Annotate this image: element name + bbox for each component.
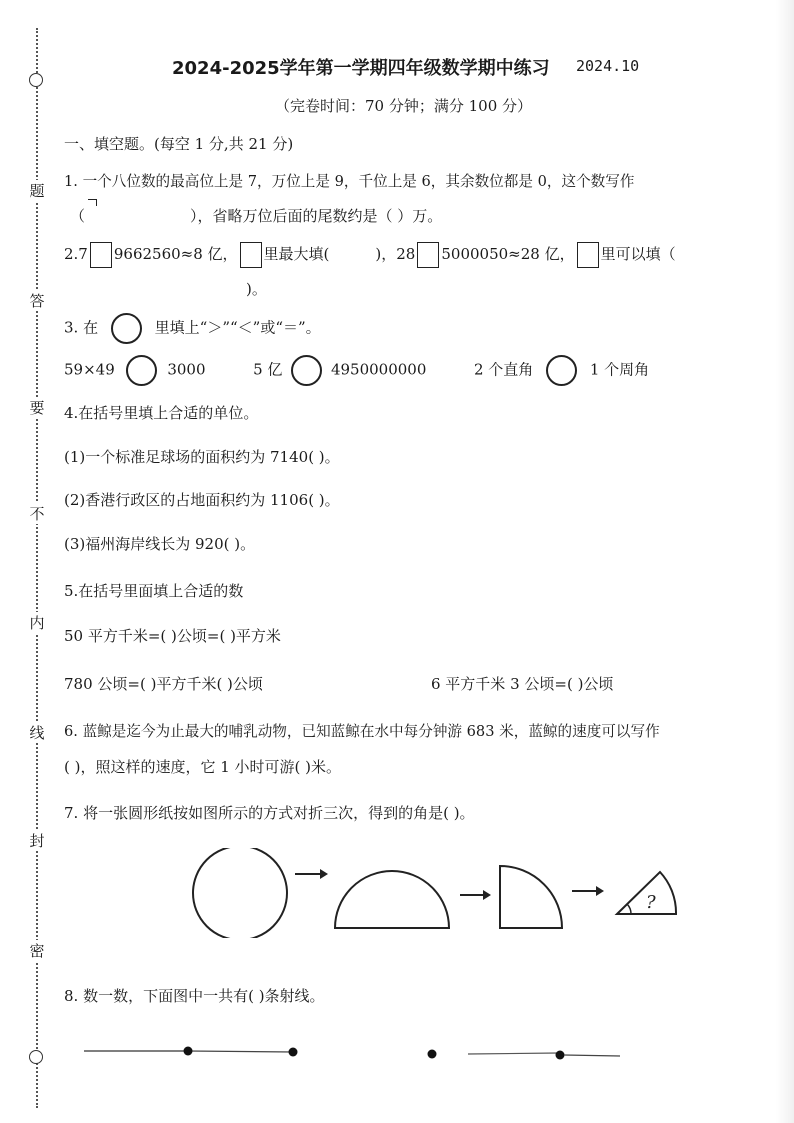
q3-c3-left: 2 个直角	[473, 360, 534, 379]
q2-part4: )，28	[375, 245, 416, 263]
full-circle-shape	[193, 848, 287, 938]
binding-hole-top	[29, 73, 43, 87]
margin-char: 要	[27, 397, 47, 418]
q2-part5: 5000050≈28 亿，	[441, 245, 575, 263]
exam-date: 2024.10	[576, 57, 640, 75]
compare-circle[interactable]	[126, 355, 157, 386]
compare-circle[interactable]	[291, 355, 322, 386]
margin-char: 题	[27, 180, 47, 201]
line-segment	[564, 1055, 620, 1056]
q2-line1	[64, 242, 676, 268]
digit-box[interactable]	[90, 242, 112, 268]
q3-intro	[64, 313, 321, 344]
q7-text: 7. 将一张圆形纸按如图所示的方式对折三次，得到的角是( )。	[64, 804, 475, 822]
binding-hole-bottom	[29, 1050, 43, 1064]
q6-line2: ( )，照这样的速度，它 1 小时可游( )米。	[64, 758, 342, 776]
compare-circle[interactable]	[546, 355, 577, 386]
arrow-icon	[572, 886, 604, 896]
digit-box[interactable]	[417, 242, 439, 268]
section-heading: 一、填空题。(每空 1 分,共 21 分)	[64, 135, 294, 153]
q1-line2: ），省略万位后面的尾数约是（ ）万。	[190, 207, 443, 225]
q5-line2a: 780 公顷=( )平方千米( )公顷	[64, 675, 263, 693]
page-title: 2024-2025学年第一学期四年级数学期中练习	[172, 58, 550, 79]
q3-intro-b: 里填上“＞”“＜”或“＝”。	[154, 318, 321, 337]
compare-circle-sample	[111, 313, 142, 344]
q2-part1: 2.7	[64, 245, 88, 263]
margin-char: 线	[27, 722, 47, 743]
q4-heading: 4.在括号里填上合适的单位。	[64, 404, 259, 422]
angle-question-mark: ?	[646, 892, 656, 913]
point-dot	[184, 1047, 193, 1056]
arrow-icon	[460, 890, 491, 900]
point-dot	[428, 1050, 437, 1059]
margin-char: 密	[27, 940, 47, 961]
q5-heading: 5.在括号里面填上合适的数	[64, 582, 244, 600]
q4-item1: (1)一个标准足球场的面积约为 7140( )。	[64, 448, 340, 466]
q2-part2: 9662560≈8 亿，	[113, 245, 238, 263]
q3-c1-left: 59×49	[64, 360, 115, 379]
q3-c1-right: 3000	[167, 360, 206, 379]
margin-char: 内	[27, 612, 47, 633]
q4-item3: (3)福州海岸线长为 920( )。	[64, 535, 256, 553]
point-dot	[289, 1048, 298, 1057]
q4-item2: (2)香港行政区的占地面积约为 1106( )。	[64, 491, 340, 509]
ray-diagram	[80, 1042, 625, 1066]
q1-line2-open: （	[70, 207, 86, 225]
q1-line1: 1. 一个八位数的最高位上是 7，万位上是 9，千位上是 6，其余数位都是 0，这个数写作	[64, 173, 635, 190]
q3-c2-right: 4950000000	[330, 360, 427, 379]
digit-box[interactable]	[240, 242, 262, 268]
angle-arc	[627, 904, 631, 914]
margin-char: 不	[27, 503, 47, 524]
q2-part6: 里可以填（	[600, 245, 676, 263]
point-dot	[556, 1051, 565, 1060]
pen-mark	[88, 199, 97, 206]
line-segment	[188, 1051, 293, 1052]
q3-c3-right: 1 个周角	[589, 360, 650, 379]
arrow-icon	[295, 869, 328, 879]
exam-subtitle: （完卷时间：70 分钟；满分 100 分）	[275, 97, 533, 115]
page-edge-shadow	[776, 0, 794, 1123]
quarter-circle-shape	[500, 866, 562, 928]
q2-line2: )。	[246, 280, 267, 298]
semicircle-shape	[335, 871, 449, 928]
q3-compare-row	[64, 355, 649, 386]
margin-char: 答	[27, 290, 47, 311]
q3-c2-left: 5 亿	[253, 360, 283, 379]
margin-char: 封	[27, 830, 47, 851]
q8-text: 8. 数一数，下面图中一共有( )条射线。	[64, 987, 325, 1005]
q5-line1: 50 平方千米=( )公顷=( )平方米	[64, 627, 281, 645]
q5-line2b: 6 平方千米 3 公顷=( )公顷	[431, 675, 614, 693]
line-segment	[468, 1053, 558, 1054]
q6-line1: 6. 蓝鲸是迄今为止最大的哺乳动物，已知蓝鲸在水中每分钟游 683 米，蓝鲸的速度可以写作	[64, 723, 660, 740]
digit-box[interactable]	[577, 242, 599, 268]
q2-part3: 里最大填(	[263, 245, 330, 263]
paper-folding-diagram	[180, 848, 700, 938]
q3-intro-a: 3. 在	[64, 318, 99, 337]
